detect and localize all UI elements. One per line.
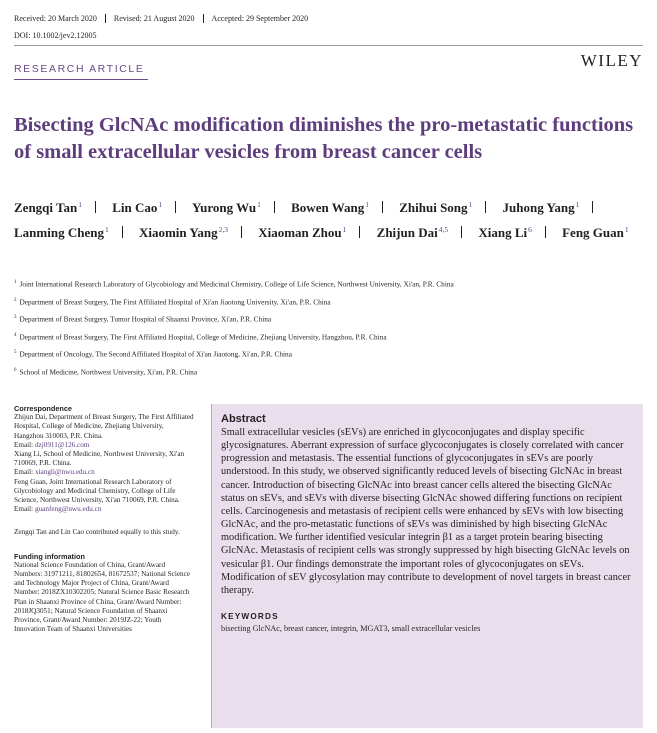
author[interactable]: Zhihui Song$^1$ — [399, 200, 473, 215]
author[interactable]: Juhong Yang$^1$ — [502, 200, 580, 215]
affiliation: $^2$ Department of Breast Surgery, The First Affiliated Hospital of Xi'an Jiaotong University, Xi'an, P.R. China — [14, 297, 331, 307]
email-link[interactable]: guanfeng@nwu.edu.cn — [34, 505, 102, 514]
affiliation-list — [14, 278, 644, 384]
doi[interactable]: DOI: 10.1002/jev2.12005 — [14, 31, 97, 40]
author[interactable]: Zengqi Tan$^1$ — [14, 200, 82, 215]
correspondence-address: Zhijun Dai, Department of Breast Surgery, The First Affiliated Hospital, College of Medicine, Zhejiang University, Hangzhou 310003, P.R. China. — [14, 413, 194, 440]
affiliation: $^1$ Joint International Research Laboratory of Glycobiology and Medicinal Chemistry, College of Life Science, Northwest University, Xi'an, P.R. China — [14, 279, 454, 289]
correspondence-address: Xiang Li, School of Medicine, Northwest University, Xi'an 710069, P.R. China. — [14, 450, 185, 468]
abstract-box — [211, 404, 643, 728]
author-separator — [95, 201, 96, 213]
author-list — [14, 194, 644, 244]
publisher-logo: WILEY — [580, 51, 643, 70]
author-separator — [461, 226, 462, 238]
correspondence-heading: Correspondence — [14, 404, 72, 413]
header-rule — [14, 45, 643, 46]
correspondence-address: Feng Guan, Joint International Research Laboratory of Glycobiology and Medicinal Chemistry, College of Life Science, Northwest University, Xi'an 710069, P.R. China. — [14, 477, 180, 505]
affiliation: $^5$ Department of Oncology, The Second Affiliated Hospital of Xi'an Jiaotong, Xi'an, P.R. China — [14, 349, 292, 359]
correspondence-email-line: Email: dzj0911@126.com — [14, 440, 90, 449]
author[interactable]: Yurong Wu$^1$ — [191, 200, 261, 215]
received-date: Received: 20 March 2020 — [14, 14, 97, 23]
author-separator — [485, 201, 486, 213]
keywords-heading: KEYWORDS — [221, 612, 279, 622]
affiliation: $^4$ Department of Breast Surgery, The First Affiliated Hospital, College of Medicine, Zhejiang University, Hangzhou, P.R. China — [14, 332, 387, 342]
funding-heading: Funding information — [14, 551, 85, 561]
sidebar-notes — [14, 404, 194, 634]
abstract-rule — [211, 404, 212, 728]
date-separator — [203, 14, 204, 23]
author[interactable]: Xiang Li$^6$ — [478, 225, 532, 240]
author-separator — [592, 201, 593, 213]
abstract-text: Small extracellular vesicles (sEVs) are enriched in glycoconjugates and display specific glycosignatures. Aberrant expression of surface glycoconjugates is closely correlated with cancer progression and metastasis. The essential functions of glycoconjugates in sEVs are poorly understood. In this study, we observed significantly reduced levels of bisecting GlcNAc in breast cancer. Introduction of bisecting GlcNAc into breast cancer cells altered the bisecting GlcNAc status on sEVs, and sEVs with diverse bisecting GlcNAc showed differing functions on recipient cells. Carcinogenesis and metastasis of recipient cells were enhanced by sEVs with low bisecting GlcNAc, and the pro-metastatic functions of sEVs was diminished by high bisecting GlcNAc modification. We further identified vesicular integrin β1 as a target protein bearing bisecting GlcNAc. Metastasis of recipient cells was strongly suppressed by high bisecting GlcNAc levels on vesicular β1. Our findings demonstrate the important roles of glycoconjugates on sEVs. Modification of sEV glycosylation may contribute to development of novel targets in breast cancer therapy. — [221, 427, 631, 596]
accepted-date: Accepted: 29 September 2020 — [211, 14, 309, 23]
author-separator — [359, 226, 360, 238]
keywords-text: bisecting GlcNAc, breast cancer, integrin, MGAT3, small extracellular vesicles — [221, 624, 481, 634]
author[interactable]: Lanming Cheng$^1$ — [14, 225, 109, 240]
email-link[interactable]: xiangli@nwu.edu.cn — [34, 468, 95, 477]
article-dates — [14, 14, 308, 23]
revised-date: Revised: 21 August 2020 — [113, 14, 195, 23]
author[interactable]: Bowen Wang$^1$ — [291, 200, 369, 215]
author-separator — [122, 226, 123, 238]
date-separator — [105, 14, 106, 23]
author-separator — [274, 201, 275, 213]
author[interactable]: Lin Cao$^1$ — [112, 200, 163, 215]
email-link[interactable]: dzj0911@126.com — [34, 440, 90, 449]
affiliation: $^3$ Department of Breast Surgery, Tumor Hospital of Shaanxi Province, Xi'an, P.R. China — [14, 314, 272, 324]
author-separator — [241, 226, 242, 238]
equal-contribution-note: Zengqi Tan and Lin Cao contributed equally to this study. — [14, 528, 180, 537]
article-type-underline — [14, 79, 148, 80]
author[interactable]: Xiaomin Yang$^{2,3}$ — [138, 225, 228, 240]
article-title: Bisecting GlcNAc modification diminishes the pro-metastatic functions of small extracellular vesicles from breast cancer cells — [14, 114, 634, 163]
funding-text: National Science Foundation of China, Grant/Award Numbers: 31971211, 81802654, 81672537; National Science and Technology Major Project of China, Grant/Award Number: 2018ZX10302205; Natural Science Basic Research Plan in Shaanxi Province of China, Grant/Award Number: 2018JQ3051; Natural Science Foundation of Shaanxi Province, Grant/Award Number: 2019JZ-22; Youth Innovation Team of Shaanxi Universities — [14, 560, 191, 634]
author-separator — [382, 201, 383, 213]
abstract-heading: Abstract — [221, 413, 266, 425]
correspondence-email-line: Email: xiangli@nwu.edu.cn — [14, 468, 95, 477]
author[interactable]: Feng Guan$^1$ — [562, 225, 629, 240]
correspondence-email-line: Email: guanfeng@nwu.edu.cn — [14, 505, 102, 514]
affiliation: $^6$ School of Medicine, Northwest University, Xi'an, P.R. China — [14, 367, 198, 377]
author-separator — [545, 226, 546, 238]
author[interactable]: Zhijun Dai$^{4,5}$ — [376, 225, 449, 240]
author-separator — [175, 201, 176, 213]
author[interactable]: Xiaoman Zhou$^1$ — [258, 225, 347, 240]
article-type-label: RESEARCH ARTICLE — [14, 63, 145, 75]
